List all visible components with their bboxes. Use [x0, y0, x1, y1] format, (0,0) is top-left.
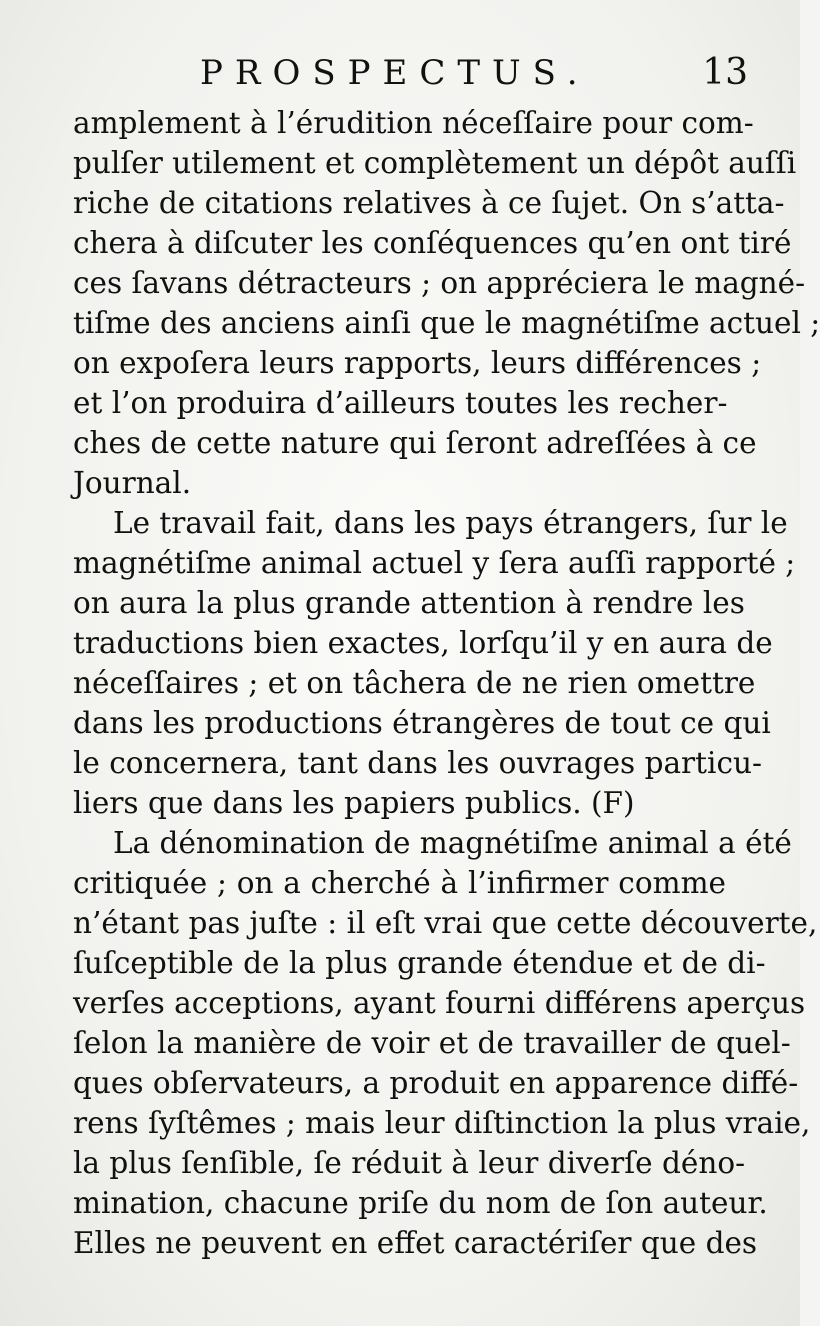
text-line: chera à diſcuter les conſéquences qu’en ont tiré — [73, 226, 792, 260]
text-line: Journal. — [73, 466, 192, 500]
text-line: ces ſavans détracteurs ; on appréciera le magné- — [73, 266, 806, 300]
text-line: dans les productions étrangères de tout ce qui — [73, 706, 771, 740]
running-head: PROSPECTUS. — [200, 53, 590, 93]
text-line: ches de cette nature qui ſeront adreſſées à ce — [73, 426, 757, 460]
text-line: ques obſervateurs, a produit en apparence diffé- — [73, 1066, 799, 1100]
text-line: on aura la plus grande attention à rendre les — [73, 586, 745, 620]
text-line: ſelon la manière de voir et de travailler de quel- — [73, 1026, 791, 1060]
text-line: traductions bien exactes, lorſqu’il y en aura de — [73, 626, 773, 660]
text-line: tiſme des anciens ainſi que le magnétiſme actuel ; — [73, 306, 820, 340]
text-line: critiquée ; on a cherché à l’infirmer comme — [73, 866, 726, 900]
text-line: le concernera, tant dans les ouvrages particu- — [73, 746, 762, 780]
text-line: néceſſaires ; et on tâchera de ne rien omettre — [73, 666, 756, 700]
text-line: et l’on produira d’ailleurs toutes les recher- — [73, 386, 728, 420]
text-line: n’étant pas juſte : il eſt vrai que cette découverte, — [73, 906, 818, 940]
text-line: magnétiſme animal actuel y ſera auſſi rapporté ; — [73, 546, 796, 580]
body-text — [73, 103, 820, 1263]
text-line: la plus ſenſible, ſe réduit à leur diverſe déno- — [73, 1146, 746, 1180]
text-line: ſuſceptible de la plus grande étendue et de di- — [73, 946, 766, 980]
paragraph-first-line: Le travail fait, dans les pays étrangers, ſur le — [113, 506, 788, 540]
text-line: liers que dans les papiers publics. (F) — [73, 786, 635, 820]
page-header — [200, 52, 748, 94]
text-line: riche de citations relatives à ce ſujet. On s’atta- — [73, 186, 785, 220]
text-line: on expoſera leurs rapports, leurs différences ; — [73, 346, 762, 380]
text-line: mination, chacune priſe du nom de ſon auteur. — [73, 1186, 768, 1220]
text-line: Elles ne peuvent en effet caractériſer que des — [73, 1226, 758, 1260]
page-number: 13 — [702, 52, 748, 93]
text-line: rens ſyſtêmes ; mais leur diſtinction la plus vraie, — [73, 1106, 811, 1140]
text-line: verſes acceptions, ayant fourni différens aperçus — [73, 986, 806, 1020]
text-line: amplement à l’érudition néceſſaire pour com- — [73, 106, 754, 140]
text-line: pulſer utilement et complètement un dépôt auſſi — [73, 146, 797, 180]
paragraph-first-line: La dénomination de magnétiſme animal a été — [113, 826, 792, 860]
